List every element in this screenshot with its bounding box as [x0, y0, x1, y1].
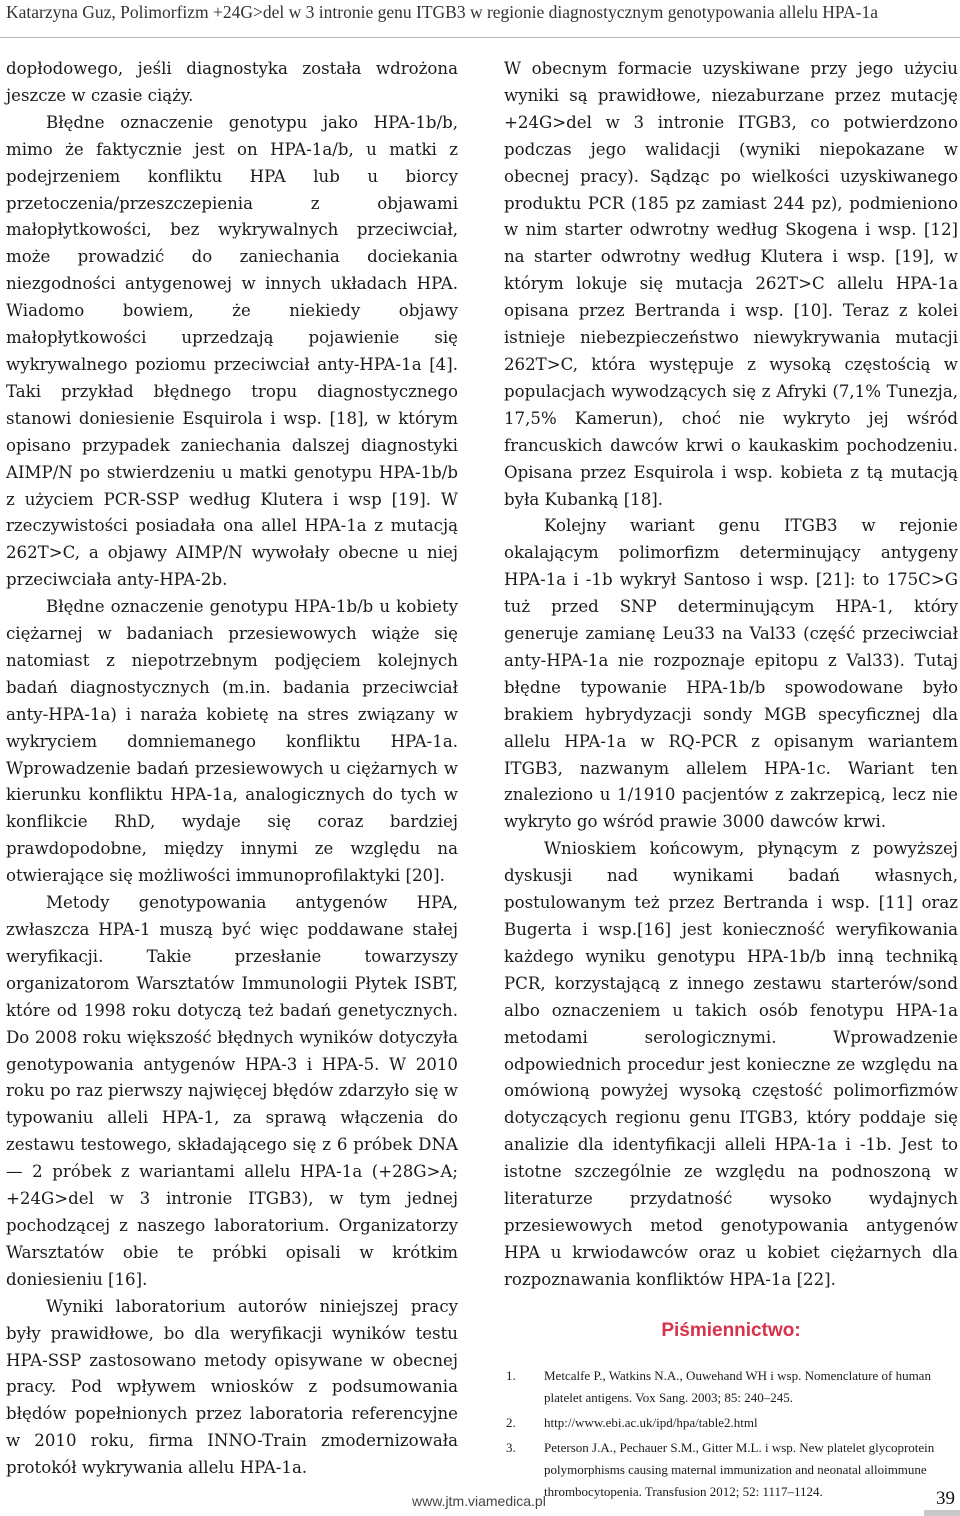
page-corner-decoration: [924, 1510, 960, 1516]
footer-url[interactable]: www.jtm.viamedica.pl: [412, 1493, 546, 1509]
reference-link[interactable]: http://www.ebi.ac.uk/ipd/hpa/table2.html: [544, 1414, 758, 1430]
paragraph: dopłodowego, jeśli diagnostyka została wdrożona jeszcze w czasie ciąży.: [6, 59, 458, 105]
reference-number: 1.: [506, 1367, 516, 1383]
paragraph: Wyniki laboratorium autorów niniejszej pracy były prawidłowe, bo dla weryfikacji wyników testu HPA-SSP zastosowano metody opisywane w obecnej pracy. Pod wpływem wniosków z podsumowania błędów popełnionych przez laboratoria referencyjne w 2010 roku, firma INNO-Train zmodernizowała protokół wykrywania allelu HPA-1a.: [6, 1296, 458, 1478]
left-column: [6, 56, 458, 1482]
paragraph: Kolejny wariant genu ITGB3 w rejonie okalającym polimorfizm determinujący antygeny HPA-1a i -1b wykrył Santoso i wsp. [21]: to 175C>G tuż przed SNP determinującym HPA-1, który generuje zamianę Leu33 na Val33 (część przeciwciał anty-HPA-1a nie rozpoznaje epitopu z Val33). Tutaj błędne typowanie HPA-1b/b spowodowane było brakiem hybrydyzacji sondy MGB specyficznej dla allelu HPA-1a w RQ-PCR z opisanym wariantem ITGB3, nazwanym allelem HPA-1c. Wariant ten znaleziono u 1/1910 pacjentów z zakrzepicą, lecz nie wykryto go wśród prawie 3000 dawców krwi.: [504, 516, 958, 832]
reference-item: [504, 1437, 958, 1503]
reference-text: Peterson J.A., Pechauer S.M., Gitter M.L. i wsp. New platelet glycoprotein polymorphisms causing maternal immunization and neonatal alloimmune thrombocytopenia. Transfusion 2012; 52: 1117–1124.: [544, 1439, 935, 1499]
references-heading: Piśmiennictwo:: [661, 1319, 801, 1341]
reference-number: 2.: [506, 1414, 516, 1430]
running-title: Katarzyna Guz, Polimorfizm +24G>del w 3 intronie genu ITGB3 w regionie diagnostycznym genotypowania allelu HPA-1a: [6, 2, 879, 22]
paragraph: Wnioskiem końcowym, płynącym z powyższej dyskusji nad wynikami badań własnych, postulowanym też przez Bertranda i wsp. [11] oraz Bugerta i wsp.[16] jest konieczność weryfikowania każdego wyniku genotypu HPA-1b/b inną techniką PCR, korzystającą z innego zestawu starterów/sond albo oznaczeniem u takich osób fenotypu HPA-1a metodami serologicznymi. Wprowadzenie odpowiednich procedur jest konieczne ze względu na omówioną powyżej wysoką częstość polimorfizmów dotyczących regionu genu ITGB3, który poddaje się analizie dla identyfikacji alleli HPA-1a i -1b. Jest to istotne szczególnie ze względu na podnoszoną w literaturze przydatność wysoko wydajnych przesiewowych metod genotypowania antygenów HPA u krwiodawców oraz u kobiet ciężarnych dla rozpoznawania konfliktów HPA-1a [22].: [504, 839, 958, 1289]
reference-item: [504, 1412, 958, 1434]
paragraph: Błędne oznaczenie genotypu HPA-1b/b u kobiety ciężarnej w badaniach przesiewowych wiąże się natomiast z niepotrzebnym podjęciem kolejnych badań diagnostycznych (m.in. badania przeciwciał anty-HPA-1a) i naraża kobietę na stres związany w wykryciem domniemanego konfliktu HPA-1a. Wprowadzenie badań przesiewowych u ciężarnych w kierunku konfliktu HPA-1a, analogicznych do tych w konflikcie RhD, wydaje się coraz bardziej prawdopodobne, między innymi ze względu na otwierające się możliwości immunoprofilaktyki [20].: [6, 597, 458, 886]
references-list: [504, 1365, 958, 1503]
reference-number: 3.: [506, 1439, 516, 1455]
page-number: 39: [936, 1488, 955, 1509]
running-header: [0, 0, 960, 38]
reference-item: [504, 1365, 958, 1409]
right-column: [504, 56, 958, 1506]
paragraph: Metody genotypowania antygenów HPA, zwłaszcza HPA-1 muszą być więc poddawane stałej weryfikacji. Takie przesłanie towarzyszy organizatorom Warsztatów Immunologii Płytek ISBT, które od 1998 roku dotyczą też badań genetycznych. Do 2008 roku większość błędnych wyników dotyczyła genotypowania antygenów HPA-3 i HPA-5. W 2010 roku po raz pierwszy najwięcej błędów zdarzyło się w typowaniu alleli HPA-1, za sprawą włączenia do zestawu testowego, składającego się z 6 próbek DNA — 2 próbek z wariantami allelu HPA-1a (+28G>A; +24G>del w 3 intronie ITGB3), w tym jednej pochodzącej z naszego laboratorium. Organizatorzy Warsztatów obie te próbki opisali w krótkim doniesieniu [16].: [6, 893, 458, 1289]
reference-text: Metcalfe P., Watkins N.A., Ouwehand WH i wsp. Nomenclature of human platelet antigens. Vox Sang. 2003; 85: 240–245.: [544, 1367, 931, 1405]
paragraph: W obecnym formacie uzyskiwane przy jego użyciu wyniki są prawidłowe, niezaburzane przez mutację +24G>del w 3 intronie ITGB3, co potwierdzono podczas jego walidacji (wyniki niepokazane w obecnej pracy). Sądząc po wielkości uzyskiwanego produktu PCR (185 pz zamiast 244 pz), podmieniono w nim starter odwrotny według Skogena i wsp. [12] na starter odwrotny według Klutera i wsp. [19], w którym lokuje się mutacja 262T>C allelu HPA-1a opisana przez Bertranda i wsp. [10]. Teraz z kolei istnieje niebezpieczeństwo niewykrywania mutacji 262T>C, która występuje z wysoką częstością w populacjach wywodzących się z Afryki (7,1% Tunezja, 17,5% Kamerun), choć nie wykryto jej wśród francuskich dawców krwi o kaukaskim pochodzeniu. Opisana przez Esquirola i wsp. kobieta z tą mutacją była Kubanką [18].: [504, 59, 958, 509]
paragraph: Błędne oznaczenie genotypu jako HPA-1b/b, mimo że faktycznie jest on HPA-1a/b, u matki z podejrzeniem konfliktu HPA lub u biorcy przetoczenia/przeszczepienia z objawami małopłytkowości, bez wykrywalnych przeciwciał, może prowadzić do zaniechania dociekania niezgodności antygenowej w innych układach HPA. Wiadomo bowiem, że niekiedy objawy małopłytkowości uprzedzają pojawienie się wykrywalnego poziomu przeciwciał anty-HPA-1a [4]. Taki przykład błędnego tropu diagnostycznego stanowi doniesienie Esquirola i wsp. [18], w którym opisano przypadek zaniechania dalszej diagnostyki AIMP/N po stwierdzeniu u matki genotypu HPA-1b/b z użyciem PCR-SSP według Klutera i wsp [19]. W rzeczywistości posiadała ona allel HPA-1a z mutacją 262T>C, a objawy AIMP/N wywołały obecne u niej przeciwciała anty-HPA-2b.: [6, 112, 458, 590]
